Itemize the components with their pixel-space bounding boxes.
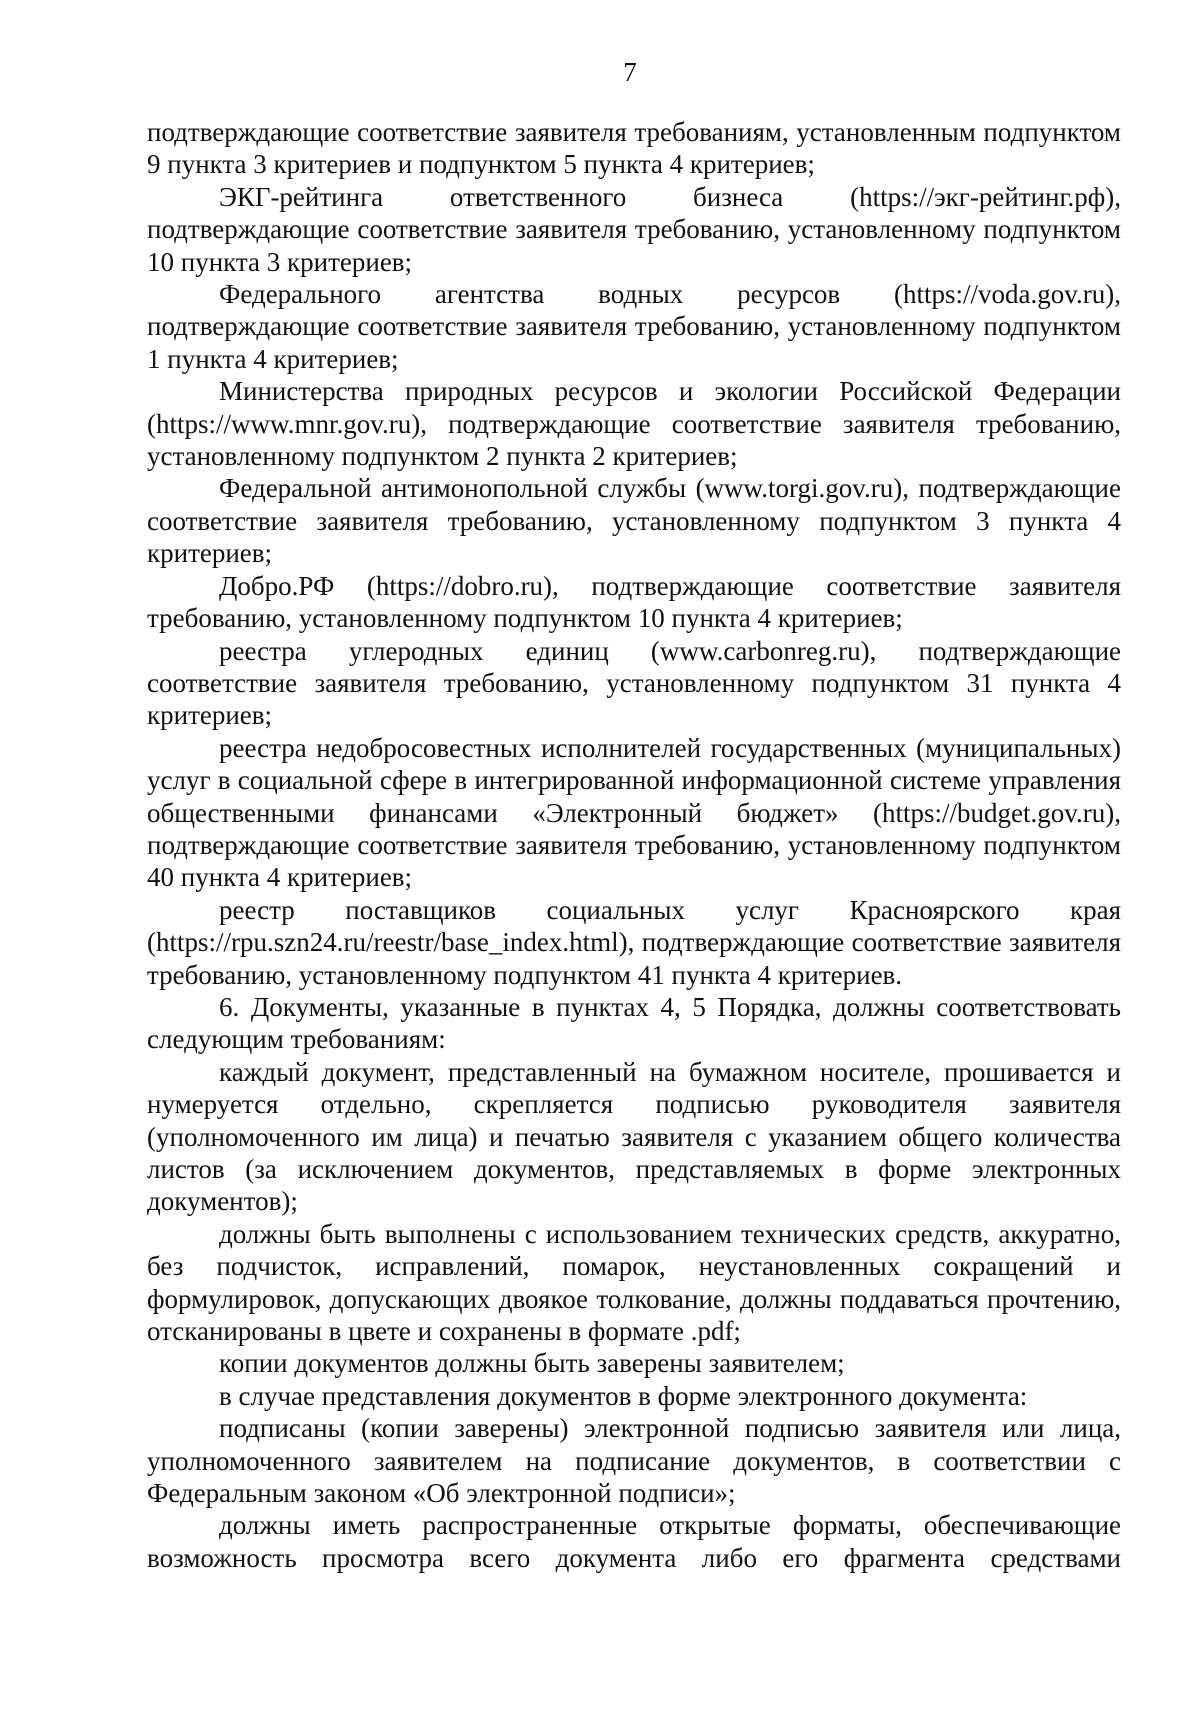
document-body: [147, 116, 1121, 1574]
paragraph-10: 6. Документы, указанные в пунктах 4, 5 Порядка, должны соответствовать следующим требованиям:: [147, 991, 1121, 1055]
paragraph-14: в случае представления документов в форме электронного документа:: [219, 1380, 1028, 1411]
paragraph-8: реестра недобросовестных исполнителей государственных (муниципальных) услуг в социальной сфере в интегрированной информационной системе управления общественными финансами «Электронный бюджет» (https://budget.gov.ru), подтверждающие соответствие заявителя требованию, установленному подпунктом 40 пункта 4 критериев;: [147, 732, 1121, 893]
paragraph-16: должны иметь распространенные открытые форматы, обеспечивающие возможность просмотра всего документа либо его фрагмента средствами: [147, 1510, 1121, 1573]
paragraph-15: подписаны (копии заверены) электронной подписью заявителя или лица, уполномоченного заявителем на подписание документов, в соответствии с Федеральным законом «Об электронной подписи»;: [147, 1413, 1121, 1509]
paragraph-4: Министерства природных ресурсов и экологии Российской Федерации (https://www.mnr.gov.ru), подтверждающие соответствие заявителя требованию, установленному подпунктом 2 пункта 2 критериев;: [147, 376, 1121, 472]
page-number: 7: [623, 57, 637, 87]
paragraph-2: ЭКГ-рейтинга ответственного бизнеса (https://экг-рейтинг.рф), подтверждающие соответствие заявителя требованию, установленному подпунктом 10 пункта 3 критериев;: [147, 181, 1121, 277]
paragraph-5: Федеральной антимонопольной службы (www.torgi.gov.ru), подтверждающие соответствие заявителя требованию, установленному подпунктом 3 пункта 4 критериев;: [147, 473, 1121, 569]
paragraph-3: Федерального агентства водных ресурсов (https://voda.gov.ru), подтверждающие соответствие заявителя требованию, установленному подпунктом 1 пункта 4 критериев;: [147, 279, 1121, 374]
paragraph-9: реестр поставщиков социальных услуг Красноярского края (https://rpu.szn24.ru/reestr/base_index.html), подтверждающие соответствие заявителя требованию, установленному подпунктом 41 пункта 4 критериев.: [147, 894, 1121, 990]
paragraph-6: Добро.РФ (https://dobro.ru), подтверждающие соответствие заявителя требованию, установленному подпунктом 10 пункта 4 критериев;: [147, 570, 1121, 634]
paragraph-11: каждый документ, представленный на бумажном носителе, прошивается и нумеруется отдельно, скрепляется подписью руководителя заявителя (уполномоченного им лица) и печатью заявителя с указанием общего количества листов (за исключением документов, представляемых в форме электронных документов);: [147, 1056, 1121, 1217]
paragraph-1: подтверждающие соответствие заявителя требованиям, установленным подпунктом 9 пункта 3 критериев и подпунктом 5 пункта 4 критериев;: [147, 117, 1121, 180]
paragraph-13: копии документов должны быть заверены заявителем;: [219, 1348, 845, 1379]
paragraph-12: должны быть выполнены с использованием технических средств, аккуратно, без подчисток, исправлений, помарок, неустановленных сокращений и формулировок, допускающих двоякое толкование, должны поддаваться прочтению, отсканированы в цвете и сохранены в формате .pdf;: [147, 1218, 1121, 1347]
paragraph-7: реестра углеродных единиц (www.carbonreg.ru), подтверждающие соответствие заявителя требованию, установленному подпунктом 31 пункта 4 критериев;: [147, 635, 1121, 731]
